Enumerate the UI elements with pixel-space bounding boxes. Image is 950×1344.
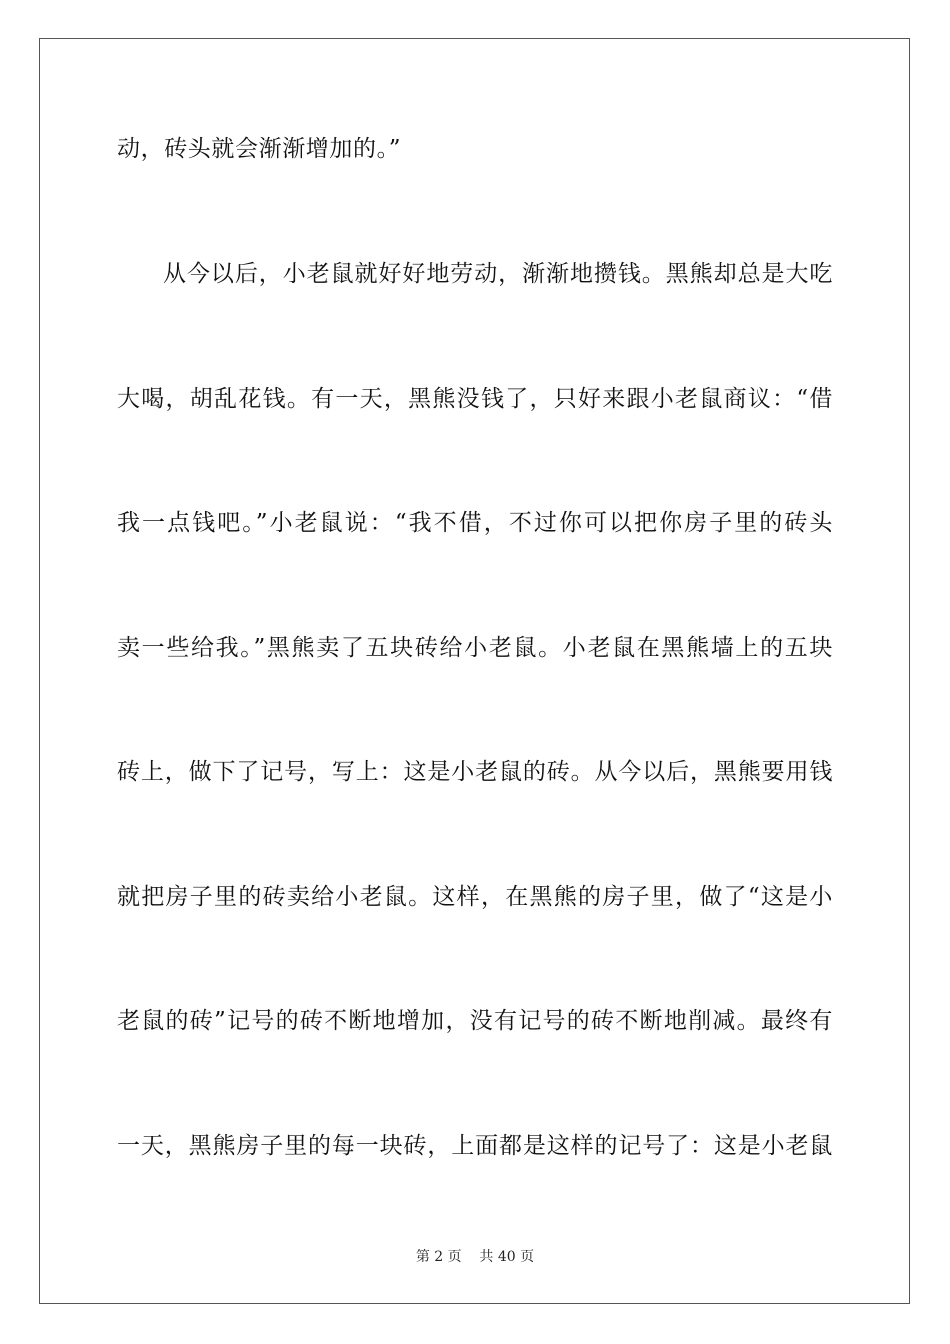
body-text-line: 卖一些给我。”黑熊卖了五块砖给小老鼠。小老鼠在黑熊墙上的五块 — [117, 635, 833, 661]
page-number-footer: 第 2 页 共 40 页 — [415, 1249, 535, 1265]
body-text-line: 我一点钱吧。”小老鼠说：“我不借，不过你可以把你房子里的砖头 — [117, 510, 833, 536]
body-text-line: 从今以后，小老鼠就好好地劳动，渐渐地攒钱。黑熊却总是大吃 — [163, 261, 833, 287]
body-text-line: 动，砖头就会渐渐增加的。” — [117, 136, 402, 162]
body-text-line: 大喝，胡乱花钱。有一天，黑熊没钱了，只好来跟小老鼠商议：“借 — [117, 386, 833, 412]
body-text-line: 就把房子里的砖卖给小老鼠。这样，在黑熊的房子里，做了“这是小 — [117, 884, 833, 910]
body-text-line: 砖上，做下了记号，写上：这是小老鼠的砖。从今以后，黑熊要用钱 — [117, 759, 833, 785]
page-border — [39, 38, 910, 1304]
body-text-line: 一天，黑熊房子里的每一块砖，上面都是这样的记号了：这是小老鼠 — [117, 1133, 833, 1159]
body-text-line: 老鼠的砖”记号的砖不断地增加，没有记号的砖不断地削减。最终有 — [117, 1008, 833, 1034]
